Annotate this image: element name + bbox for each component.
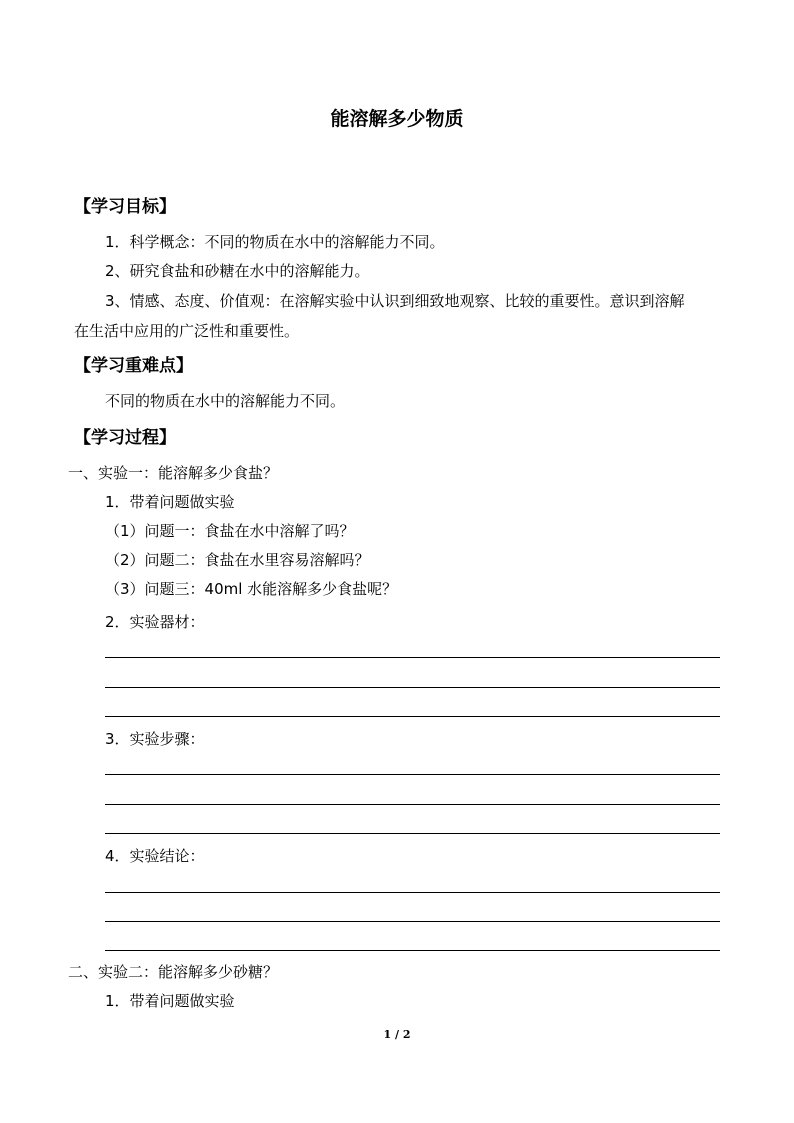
answer-line	[105, 657, 720, 658]
objectives-heading: 【学习目标】	[74, 197, 176, 217]
answer-line	[105, 804, 720, 805]
answer-line	[105, 774, 720, 775]
materials-label: 2．实验器材：	[105, 613, 205, 631]
question-item: （1）问题一：食盐在水中溶解了吗？	[105, 522, 355, 540]
objective-item: 在生活中应用的广泛性和重要性。	[74, 322, 300, 340]
steps-label: 3．实验步骤：	[105, 730, 205, 748]
experiment1-step1: 1．带着问题做实验	[105, 493, 235, 511]
objective-item: 3、情感、态度、价值观：在溶解实验中认识到细致地观察、比较的重要性。意识到溶解	[105, 292, 685, 310]
answer-line	[105, 687, 720, 688]
page-title: 能溶解多少物质	[330, 108, 464, 130]
process-heading: 【学习过程】	[74, 428, 176, 448]
experiment2-title: 二、实验二：能溶解多少砂糖？	[68, 963, 279, 981]
question-item: （2）问题二：食盐在水里容易溶解吗？	[105, 551, 370, 569]
page-number: 1 / 2	[383, 1028, 411, 1041]
answer-line	[105, 921, 720, 922]
answer-line	[105, 892, 720, 893]
experiment2-step1: 1．带着问题做实验	[105, 992, 235, 1010]
key-points-text: 不同的物质在水中的溶解能力不同。	[105, 392, 346, 410]
objective-item: 1．科学概念：不同的物质在水中的溶解能力不同。	[105, 233, 445, 251]
answer-line	[105, 950, 720, 951]
answer-line	[105, 716, 720, 717]
question-item: （3）问题三：40ml 水能溶解多少食盐呢？	[105, 580, 398, 598]
key-points-heading: 【学习重难点】	[74, 356, 193, 376]
objective-item: 2、研究食盐和砂糖在水中的溶解能力。	[105, 262, 370, 280]
experiment1-title: 一、实验一：能溶解多少食盐？	[68, 464, 279, 482]
answer-line	[105, 833, 720, 834]
conclusion-label: 4．实验结论：	[105, 847, 205, 865]
